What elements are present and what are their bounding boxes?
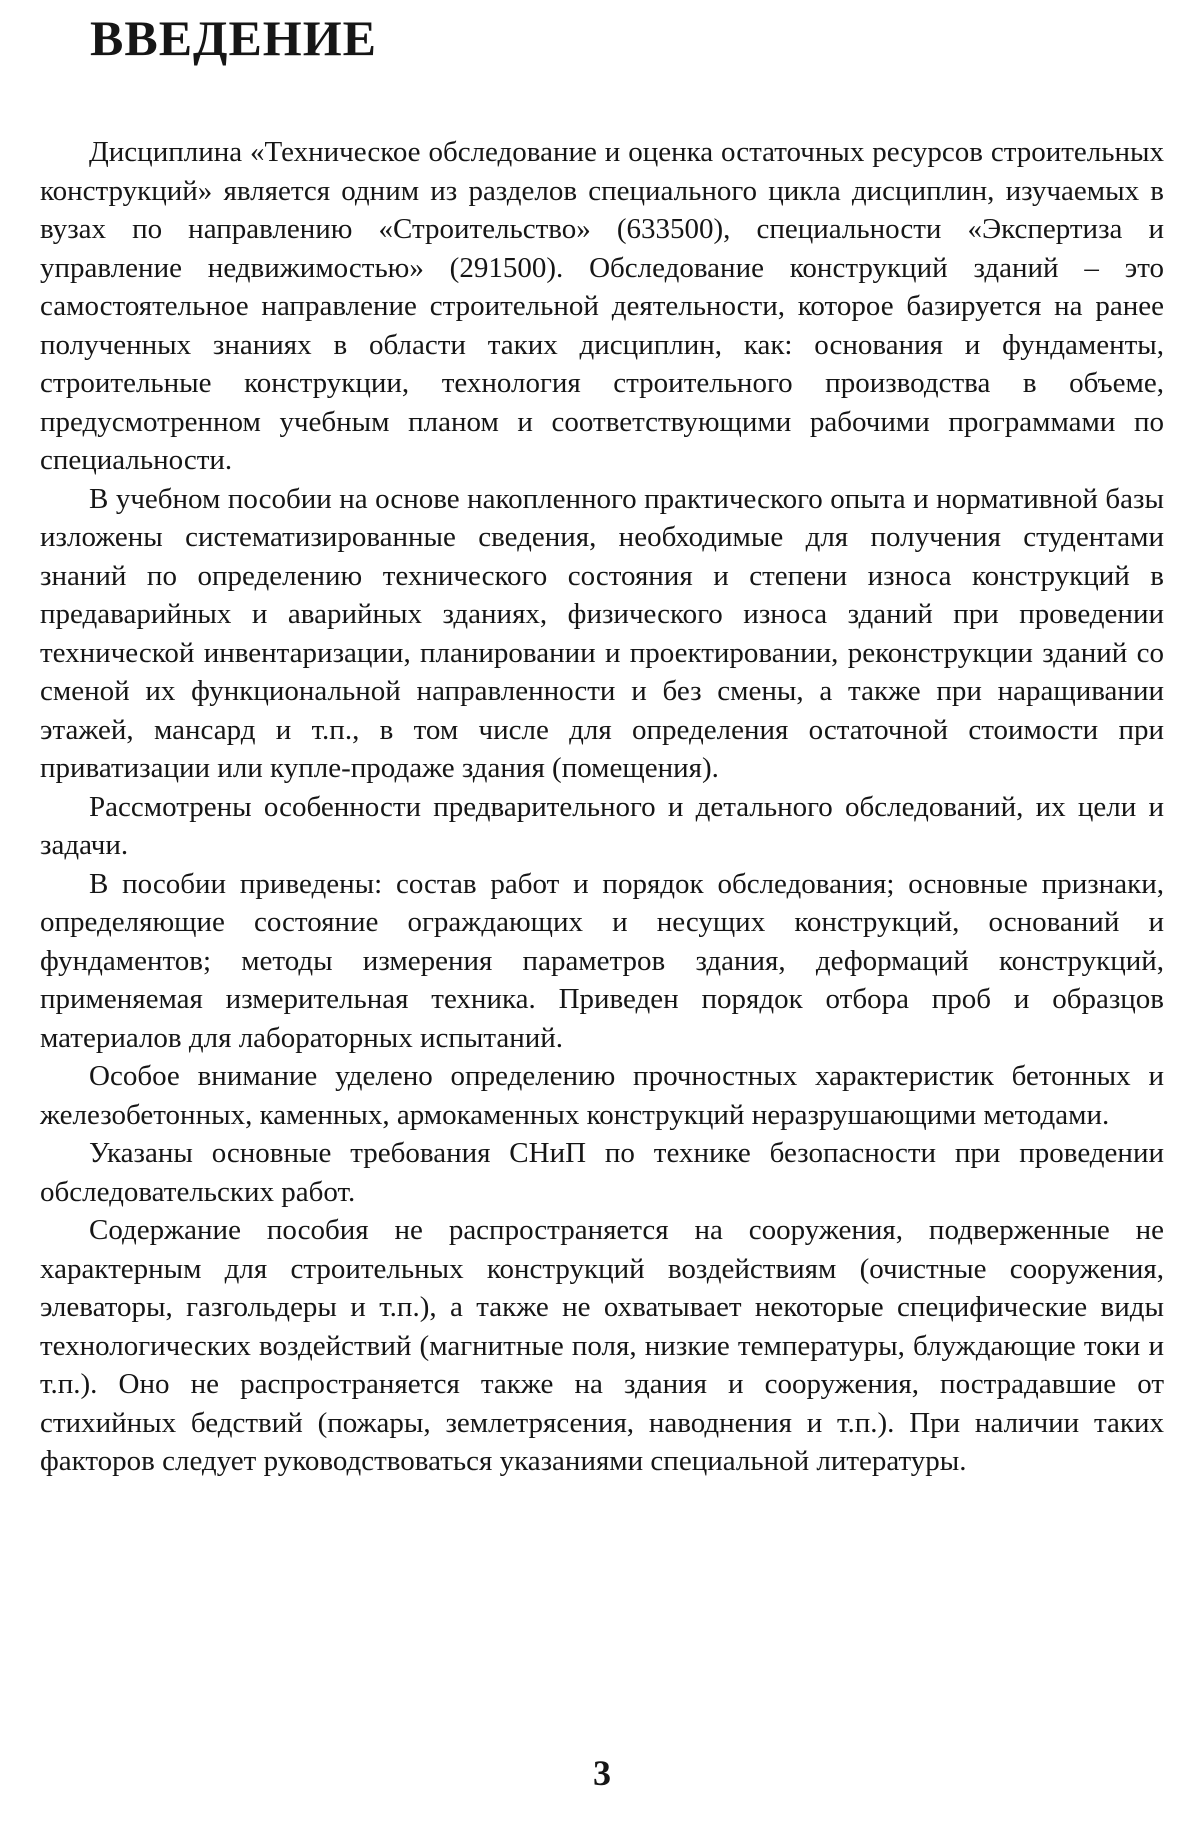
page-number: 3 bbox=[593, 1753, 611, 1793]
section-heading: ВВЕДЕНИЕ bbox=[90, 10, 377, 66]
body-text bbox=[40, 133, 1164, 1481]
paragraph-safety-requirements: Указаны основные требования СНиП по технике безопасности при проведении обследовательских работ. bbox=[40, 1137, 1164, 1208]
paragraph-survey-features: Рассмотрены особенности предварительного и детального обследований, их цели и задачи. bbox=[40, 790, 1164, 861]
paragraph-discipline-intro: Дисциплина «Техническое обследование и оценка остаточных ресурсов строительных конструкций» является одним из разделов специального цикла дисциплин, изучаемых в вузах по направлению «Строительство» (633500), специальности «Экспертиза и управление недвижимостью» (291500). Обследование конструкций зданий – это самостоятельное направление строительной деятельности, которое базируется на ранее полученных знаниях в области таких дисциплин, как: основания и фундаменты, строительные конструкции, технология строительного производства в объеме, предусмотренном учебным планом и соответствующими рабочими программами по специальности. bbox=[40, 136, 1164, 476]
document-page bbox=[40, 0, 1172, 1824]
paragraph-textbook-content: В учебном пособии на основе накопленного практического опыта и нормативной базы изложены систематизированные сведения, необходимые для получения студентами знаний по определению технического состояния и степени износа конструкций в предаварийных и аварийных зданиях, физического износа зданий при проведении технической инвентаризации, планировании и проектировании, реконструкции зданий со сменой их функциональной направленности и без смены, а также при наращивании этажей, мансард и т.п., в том числе для определения остаточной стоимости при приватизации или купле-продаже здания (помещения). bbox=[40, 482, 1164, 784]
paragraph-scope-limitations: Содержание пособия не распространяется на сооружения, подверженные не характерным для строительных конструкций воздействиям (очистные сооружения, элеваторы, газгольдеры и т.п.), а также не охватывает некоторые специфические виды технологических воздействий (магнитные поля, низкие температуры, блуждающие токи и т.п.). Оно не распространяется также на здания и сооружения, пострадавшие от стихийных бедствий (пожары, землетрясения, наводнения и т.п.). При наличии таких факторов следует руководствоваться указаниями специальной литературы. bbox=[40, 1214, 1164, 1477]
paragraph-nondestructive-methods: Особое внимание уделено определению прочностных характеристик бетонных и железобетонных, каменных, армокаменных конструкций неразрушающими методами. bbox=[40, 1060, 1164, 1131]
paragraph-textbook-contents-list: В пособии приведены: состав работ и порядок обследования; основные признаки, определяющие состояние ограждающих и несущих конструкций, оснований и фундаментов; методы измерения параметров здания, деформаций конструкций, применяемая измерительная техника. Приведен порядок отбора проб и образцов материалов для лабораторных испытаний. bbox=[40, 867, 1164, 1054]
